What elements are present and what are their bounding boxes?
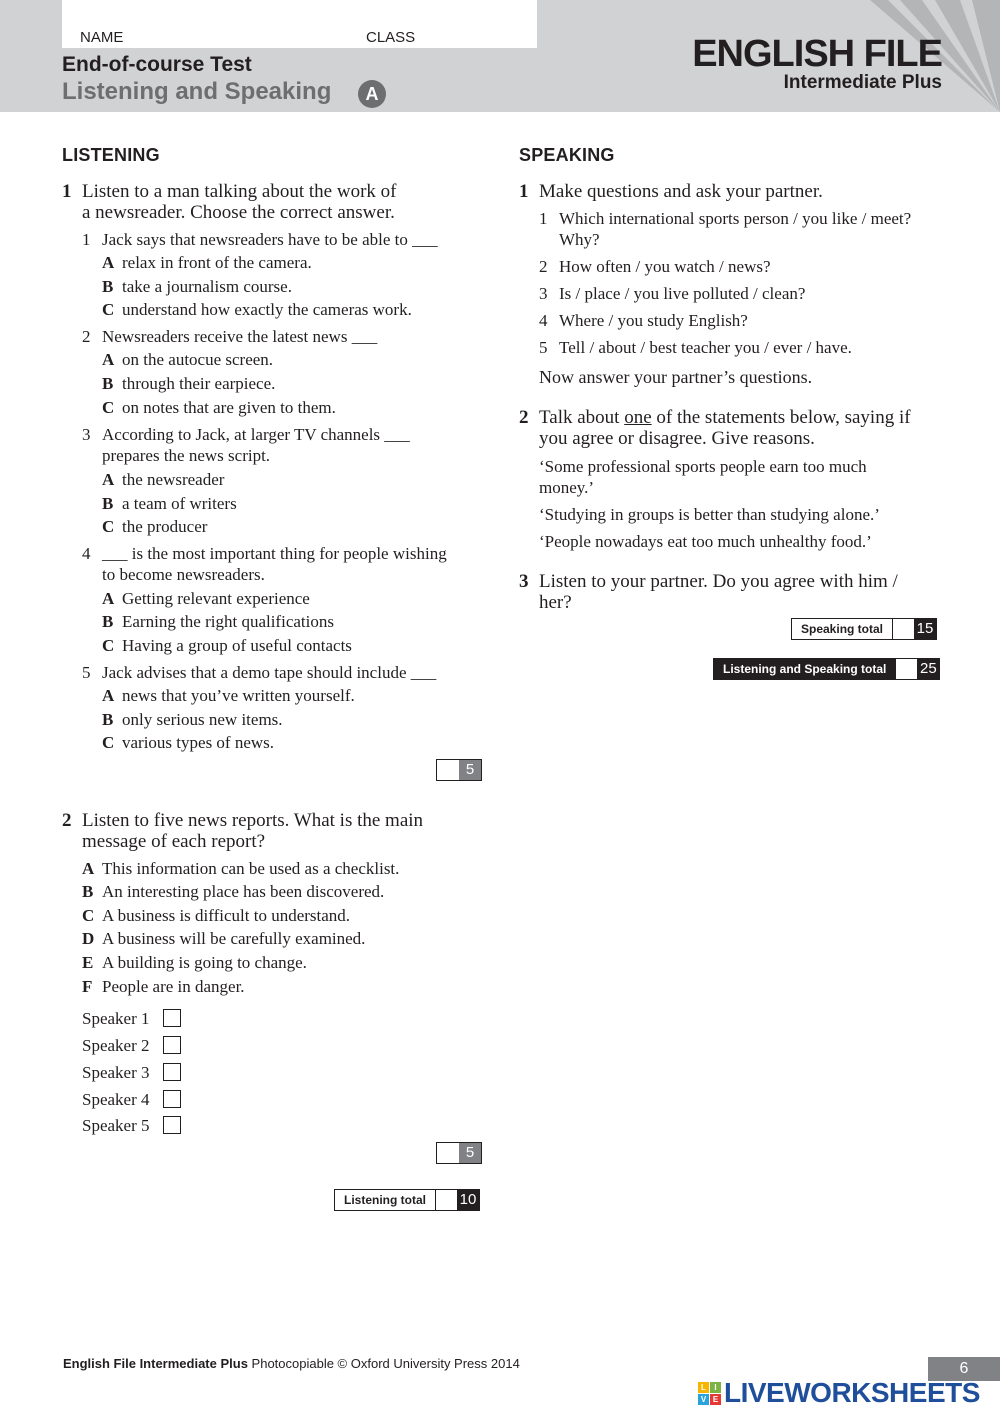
- option[interactable]: [102, 588, 310, 609]
- listening-total: [334, 1189, 480, 1211]
- listening-q1: [62, 181, 502, 225]
- option-letter: A: [102, 470, 115, 489]
- score-input[interactable]: [437, 1143, 459, 1163]
- option-letter: B: [102, 710, 114, 729]
- item-text: Is / place / you live polluted / clean?: [559, 284, 806, 303]
- option-text: understand how exactly the cameras work.: [122, 300, 412, 319]
- option[interactable]: [102, 635, 352, 656]
- text-part: of the statements below, saying if: [651, 407, 911, 428]
- speaking-q1: [519, 181, 949, 203]
- statement: ‘Studying in groups is better than studying alone.’: [539, 505, 880, 524]
- option-letter: B: [102, 612, 114, 631]
- question-text-line1: Make questions and ask your partner.: [539, 181, 823, 202]
- question-text-line1: Listen to a man talking about the work of: [82, 181, 397, 202]
- listening-heading: LISTENING: [62, 145, 160, 165]
- option-letter: E: [82, 953, 94, 972]
- option-letter: C: [102, 300, 115, 319]
- option-text: Having a group of useful contacts: [122, 636, 352, 655]
- speaker-label: Speaker 3: [82, 1063, 150, 1082]
- listening-q1-item: [82, 543, 502, 585]
- speaking-total-value: 15: [914, 619, 936, 639]
- name-label: NAME: [80, 29, 124, 46]
- option-letter: C: [82, 906, 95, 925]
- item-number: 1: [539, 209, 548, 228]
- logo-letter: E: [710, 1394, 721, 1405]
- listening-total-value: 10: [457, 1190, 479, 1210]
- speaker-answer-box[interactable]: [163, 1009, 181, 1027]
- option[interactable]: [102, 709, 283, 730]
- speaker-answer-box[interactable]: [163, 1036, 181, 1054]
- option-text: A business is difficult to understand.: [102, 906, 351, 925]
- option-text: Earning the right qualifications: [122, 612, 334, 631]
- option-letter: C: [102, 733, 115, 752]
- logo-letter: I: [710, 1382, 721, 1393]
- item-number: 1: [82, 230, 91, 249]
- brand-title: ENGLISH FILE: [692, 33, 942, 75]
- answer-option: [82, 905, 350, 926]
- option-text: An interesting place has been discovered.: [102, 882, 385, 901]
- score-input[interactable]: [435, 1190, 457, 1210]
- option-letter: A: [102, 686, 115, 705]
- question-text-line2: you agree or disagree. Give reasons.: [539, 428, 815, 449]
- option-text: a team of writers: [122, 494, 237, 513]
- option-text: Getting relevant experience: [122, 589, 310, 608]
- answer-option: [82, 976, 245, 997]
- page-header: [0, 0, 1000, 112]
- score-max: 5: [459, 1143, 481, 1163]
- item-number: 5: [82, 663, 91, 682]
- speaking-total: [791, 618, 937, 640]
- answer-option: [82, 952, 307, 973]
- item-text: Tell / about / best teacher you / ever / have.: [559, 338, 852, 357]
- option[interactable]: [102, 276, 292, 297]
- speaker-label: Speaker 1: [82, 1009, 150, 1028]
- score-input[interactable]: [892, 619, 914, 639]
- test-title: End-of-course Test: [62, 53, 252, 76]
- speaker-answer-box[interactable]: [163, 1116, 181, 1134]
- item-number: 3: [539, 284, 548, 303]
- score-max: 5: [459, 760, 481, 780]
- question-number: 1: [62, 181, 72, 202]
- option-text: A building is going to change.: [102, 953, 307, 972]
- option[interactable]: [102, 493, 237, 514]
- statement: money.’: [539, 478, 595, 497]
- statement: ‘People nowadays eat too much unhealthy food.’: [539, 532, 872, 551]
- option-text: through their earpiece.: [122, 374, 276, 393]
- score-input[interactable]: [895, 659, 917, 679]
- option[interactable]: [102, 732, 274, 753]
- option[interactable]: [102, 252, 312, 273]
- option-text: the newsreader: [122, 470, 225, 489]
- option-text: A business will be carefully examined.: [102, 929, 366, 948]
- item-number: 2: [539, 257, 548, 276]
- test-subtitle: Listening and Speaking: [62, 78, 332, 105]
- score-input[interactable]: [437, 760, 459, 780]
- logo-letter: V: [698, 1394, 709, 1405]
- footer-copyright: Photocopiable © Oxford University Press 2014: [247, 1356, 520, 1371]
- speaker-answer-box[interactable]: [163, 1063, 181, 1081]
- listening-q1-item: [82, 424, 502, 466]
- option-letter: D: [82, 929, 95, 948]
- item-text: ___ is the most important thing for people wishing: [102, 544, 447, 563]
- answer-option: [82, 881, 384, 902]
- option-letter: B: [82, 882, 94, 901]
- speaking-q2: [519, 407, 949, 451]
- option-text: on the autocue screen.: [122, 350, 274, 369]
- name-class-box: [62, 0, 537, 48]
- brand-level: Intermediate Plus: [783, 72, 942, 93]
- speaker-label: Speaker 2: [82, 1036, 150, 1055]
- option-text: take a journalism course.: [122, 277, 292, 296]
- question-number: 2: [62, 810, 72, 831]
- option[interactable]: [102, 685, 355, 706]
- version-badge: A: [358, 80, 386, 108]
- speaker-answer-box[interactable]: [163, 1090, 181, 1108]
- speaker-label: Speaker 4: [82, 1090, 150, 1109]
- question-text-line2: a newsreader. Choose the correct answer.: [82, 202, 395, 223]
- question-text-line1: Listen to your partner. Do you agree with him /: [539, 571, 898, 592]
- speaking-total-label: Speaking total: [801, 622, 884, 636]
- footer-book: English File Intermediate Plus: [63, 1356, 248, 1371]
- question-number: 3: [519, 571, 529, 592]
- listening-q2: [62, 810, 502, 854]
- underlined-word: one: [624, 407, 652, 428]
- item-number: 2: [82, 327, 91, 346]
- listening-q1-score: [436, 759, 482, 781]
- option-text: various types of news.: [122, 733, 275, 752]
- answer-option: [82, 858, 399, 879]
- item-number: 4: [539, 311, 548, 330]
- option-letter: A: [102, 589, 115, 608]
- logo-letter: L: [698, 1382, 709, 1393]
- class-label: CLASS: [366, 29, 416, 46]
- statement: ‘Some professional sports people earn too much: [539, 457, 867, 476]
- option-letter: C: [102, 398, 115, 417]
- speaking-heading: SPEAKING: [519, 145, 615, 165]
- footer-credit: [63, 1356, 520, 1371]
- option-letter: B: [102, 494, 114, 513]
- grand-total-value: 25: [917, 659, 939, 679]
- item-number: 4: [82, 544, 91, 563]
- item-text: to become newsreaders.: [102, 565, 265, 584]
- item-text: prepares the news script.: [102, 446, 271, 465]
- option[interactable]: [102, 516, 207, 537]
- text-part: Talk about: [539, 407, 625, 428]
- option-letter: A: [102, 350, 115, 369]
- liveworksheets-text: LIVEWORKSHEETS: [724, 1377, 980, 1408]
- item-text: According to Jack, at larger TV channels ___: [102, 425, 410, 444]
- item-number: 5: [539, 338, 548, 357]
- option-letter: A: [82, 859, 95, 878]
- question-text-line2: message of each report?: [82, 831, 266, 852]
- question-text-line1: Listen to five news reports. What is the main: [82, 810, 424, 831]
- option[interactable]: [102, 349, 273, 370]
- option-letter: B: [102, 374, 114, 393]
- page-number: 6: [928, 1357, 1000, 1381]
- option-letter: F: [82, 977, 93, 996]
- listening-total-label: Listening total: [344, 1193, 426, 1207]
- option-text: the producer: [122, 517, 208, 536]
- question-text-line2: her?: [539, 592, 572, 613]
- answer-option: [82, 928, 365, 949]
- question-number: 2: [519, 407, 529, 428]
- option-text: only serious new items.: [122, 710, 283, 729]
- item-text: How often / you watch / news?: [559, 257, 771, 276]
- option-text: on notes that are given to them.: [122, 398, 336, 417]
- question-number: 1: [519, 181, 529, 202]
- option[interactable]: [102, 373, 275, 394]
- option-letter: C: [102, 636, 115, 655]
- question-text-line1: [539, 407, 911, 428]
- option[interactable]: [102, 611, 334, 632]
- option-letter: C: [102, 517, 115, 536]
- item-text: Newsreaders receive the latest news ___: [102, 327, 378, 346]
- item-text: Where / you study English?: [559, 311, 748, 330]
- item-text: Which international sports person / you like / meet?: [559, 209, 912, 228]
- option-text: relax in front of the camera.: [122, 253, 312, 272]
- speaking-q1-follow-up: Now answer your partner’s questions.: [539, 367, 813, 387]
- option[interactable]: [102, 299, 412, 320]
- liveworksheets-logo: [698, 1382, 721, 1405]
- option-text: This information can be used as a checklist.: [102, 859, 400, 878]
- grand-total: [713, 658, 940, 680]
- option-letter: A: [102, 253, 115, 272]
- liveworksheets-watermark: [698, 1378, 980, 1408]
- option-text: People are in danger.: [102, 977, 245, 996]
- option-letter: B: [102, 277, 114, 296]
- speaking-q3: [519, 571, 949, 615]
- speaking-q1-item: [539, 208, 959, 250]
- item-text: Why?: [559, 230, 600, 249]
- item-text: Jack says that newsreaders have to be able to ___: [102, 230, 438, 249]
- item-text: Jack advises that a demo tape should include ___: [102, 663, 437, 682]
- speaker-label: Speaker 5: [82, 1116, 150, 1135]
- listening-q2-score: [436, 1142, 482, 1164]
- grand-total-label: Listening and Speaking total: [714, 659, 895, 679]
- option[interactable]: [102, 469, 224, 490]
- option-text: news that you’ve written yourself.: [122, 686, 355, 705]
- item-number: 3: [82, 425, 91, 444]
- option[interactable]: [102, 397, 336, 418]
